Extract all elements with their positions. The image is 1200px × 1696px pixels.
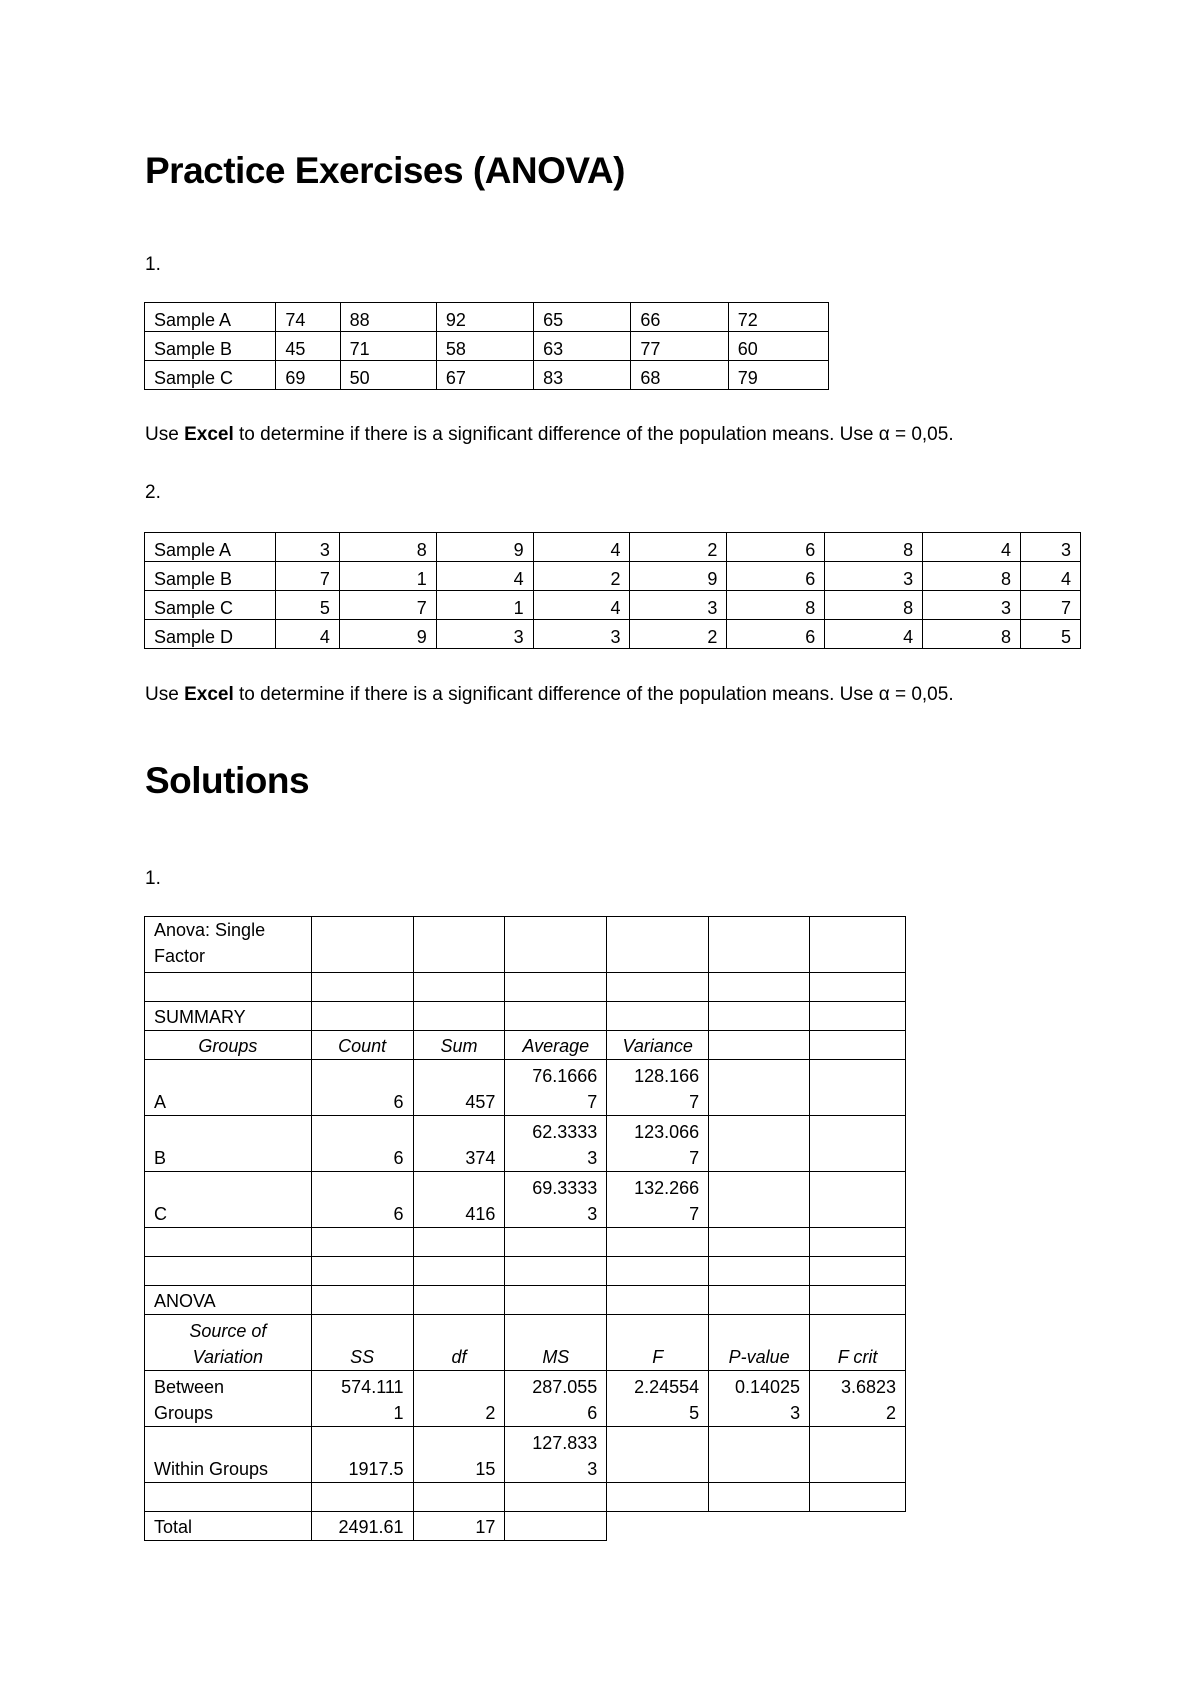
table-cell: 66 bbox=[631, 303, 728, 332]
summary-header-row bbox=[145, 1031, 906, 1060]
summary-row bbox=[145, 1116, 906, 1172]
group-average: 62.3333 3 bbox=[505, 1116, 607, 1172]
within-label: Within Groups bbox=[145, 1427, 312, 1483]
between-f-crit: 3.6823 2 bbox=[810, 1371, 906, 1427]
table-cell: 63 bbox=[534, 332, 631, 361]
header-df: df bbox=[413, 1315, 505, 1371]
table-cell: 8 bbox=[339, 533, 436, 562]
group-average: 69.3333 3 bbox=[505, 1172, 607, 1228]
table-cell: 4 bbox=[436, 562, 533, 591]
table-cell: 3 bbox=[630, 591, 727, 620]
table-row bbox=[145, 562, 1081, 591]
exercise-1-instruction: Use Excel to determine if there is a significant difference of the population means. Use α = 0,05. bbox=[145, 424, 954, 445]
total-label: Total bbox=[145, 1512, 312, 1541]
table-cell: 74 bbox=[276, 303, 340, 332]
header-average: Average bbox=[505, 1031, 607, 1060]
table-cell: 1 bbox=[339, 562, 436, 591]
table-cell: 3 bbox=[825, 562, 923, 591]
table-cell: 6 bbox=[727, 562, 825, 591]
page-title: Practice Exercises (ANOVA) bbox=[145, 150, 625, 191]
table-cell: 8 bbox=[923, 620, 1021, 649]
table-cell: 4 bbox=[533, 533, 630, 562]
table-cell: 72 bbox=[728, 303, 828, 332]
exercise-1-number: 1. bbox=[145, 254, 161, 275]
row-label: Sample A bbox=[145, 303, 276, 332]
within-ss: 1917.5 bbox=[311, 1427, 413, 1483]
blank-row bbox=[145, 1228, 906, 1257]
table-cell: 9 bbox=[630, 562, 727, 591]
header-f-crit: F crit bbox=[810, 1315, 906, 1371]
table-cell: 5 bbox=[1020, 620, 1080, 649]
anova-label: ANOVA bbox=[145, 1286, 312, 1315]
anova-heading-row bbox=[145, 917, 906, 973]
row-label: Sample B bbox=[145, 562, 276, 591]
table-cell: 2 bbox=[533, 562, 630, 591]
within-ms: 127.833 3 bbox=[505, 1427, 607, 1483]
table-cell: 4 bbox=[275, 620, 339, 649]
anova-heading: Anova: Single Factor bbox=[145, 917, 312, 973]
anova-output-table bbox=[144, 916, 906, 1541]
group-variance: 132.266 7 bbox=[607, 1172, 709, 1228]
between-df: 2 bbox=[413, 1371, 505, 1427]
row-label: Sample B bbox=[145, 332, 276, 361]
row-label: Sample C bbox=[145, 361, 276, 390]
summary-row bbox=[145, 1060, 906, 1116]
table-cell: 58 bbox=[436, 332, 533, 361]
group-variance: 128.166 7 bbox=[607, 1060, 709, 1116]
table-cell: 4 bbox=[533, 591, 630, 620]
table-cell: 7 bbox=[1020, 591, 1080, 620]
group-count: 6 bbox=[311, 1116, 413, 1172]
table-cell: 3 bbox=[436, 620, 533, 649]
blank-row bbox=[145, 973, 906, 1002]
table-cell: 7 bbox=[275, 562, 339, 591]
within-groups-row bbox=[145, 1427, 906, 1483]
blank-row bbox=[145, 1483, 906, 1512]
table-cell: 83 bbox=[534, 361, 631, 390]
table-cell: 8 bbox=[825, 591, 923, 620]
table-cell: 2 bbox=[630, 533, 727, 562]
table-cell: 4 bbox=[1020, 562, 1080, 591]
anova-label-row bbox=[145, 1286, 906, 1315]
table-cell: 71 bbox=[340, 332, 436, 361]
table-cell: 2 bbox=[630, 620, 727, 649]
table-cell: 45 bbox=[276, 332, 340, 361]
header-ms: MS bbox=[505, 1315, 607, 1371]
blank-row bbox=[145, 1257, 906, 1286]
table-row bbox=[145, 303, 829, 332]
table-cell: 79 bbox=[728, 361, 828, 390]
table-cell: 3 bbox=[923, 591, 1021, 620]
row-label: Sample C bbox=[145, 591, 276, 620]
table-row bbox=[145, 332, 829, 361]
group-sum: 457 bbox=[413, 1060, 505, 1116]
table-cell: 3 bbox=[275, 533, 339, 562]
table-cell: 4 bbox=[825, 620, 923, 649]
table-row bbox=[145, 361, 829, 390]
between-f: 2.24554 5 bbox=[607, 1371, 709, 1427]
solution-1-number: 1. bbox=[145, 868, 161, 889]
header-groups: Groups bbox=[145, 1031, 312, 1060]
table-cell: 8 bbox=[727, 591, 825, 620]
table-cell: 7 bbox=[339, 591, 436, 620]
total-df: 17 bbox=[413, 1512, 505, 1541]
between-ms: 287.055 6 bbox=[505, 1371, 607, 1427]
group-variance: 123.066 7 bbox=[607, 1116, 709, 1172]
header-count: Count bbox=[311, 1031, 413, 1060]
header-source: Source of Variation bbox=[145, 1315, 312, 1371]
total-row bbox=[145, 1512, 906, 1541]
header-f: F bbox=[607, 1315, 709, 1371]
table-cell: 9 bbox=[339, 620, 436, 649]
group-name: B bbox=[145, 1116, 312, 1172]
table-cell: 77 bbox=[631, 332, 728, 361]
table-cell: 4 bbox=[923, 533, 1021, 562]
table-cell: 65 bbox=[534, 303, 631, 332]
table-cell: 3 bbox=[533, 620, 630, 649]
table-row bbox=[145, 533, 1081, 562]
table-cell: 6 bbox=[727, 533, 825, 562]
group-name: A bbox=[145, 1060, 312, 1116]
table-cell: 1 bbox=[436, 591, 533, 620]
table-cell: 9 bbox=[436, 533, 533, 562]
table-row bbox=[145, 620, 1081, 649]
exercise-1-table bbox=[144, 302, 829, 390]
group-sum: 416 bbox=[413, 1172, 505, 1228]
between-groups-row bbox=[145, 1371, 906, 1427]
anova-header-row bbox=[145, 1315, 906, 1371]
between-ss: 574.111 1 bbox=[311, 1371, 413, 1427]
exercise-2-instruction: Use Excel to determine if there is a significant difference of the population means. Use α = 0,05. bbox=[145, 684, 954, 705]
between-p-value: 0.14025 3 bbox=[709, 1371, 810, 1427]
header-ss: SS bbox=[311, 1315, 413, 1371]
summary-label: SUMMARY bbox=[145, 1002, 312, 1031]
summary-row bbox=[145, 1172, 906, 1228]
table-cell: 60 bbox=[728, 332, 828, 361]
table-cell: 6 bbox=[727, 620, 825, 649]
group-sum: 374 bbox=[413, 1116, 505, 1172]
table-cell: 92 bbox=[436, 303, 533, 332]
header-p-value: P-value bbox=[709, 1315, 810, 1371]
table-cell: 69 bbox=[276, 361, 340, 390]
summary-label-row bbox=[145, 1002, 906, 1031]
exercise-2-table bbox=[144, 532, 1081, 649]
group-count: 6 bbox=[311, 1172, 413, 1228]
row-label: Sample A bbox=[145, 533, 276, 562]
table-cell: 68 bbox=[631, 361, 728, 390]
table-row bbox=[145, 591, 1081, 620]
between-label: Between Groups bbox=[145, 1371, 312, 1427]
table-cell: 8 bbox=[923, 562, 1021, 591]
table-cell: 8 bbox=[825, 533, 923, 562]
table-cell: 50 bbox=[340, 361, 436, 390]
group-count: 6 bbox=[311, 1060, 413, 1116]
total-ss: 2491.61 bbox=[311, 1512, 413, 1541]
table-cell: 88 bbox=[340, 303, 436, 332]
row-label: Sample D bbox=[145, 620, 276, 649]
table-cell: 67 bbox=[436, 361, 533, 390]
solutions-title: Solutions bbox=[145, 760, 310, 801]
within-df: 15 bbox=[413, 1427, 505, 1483]
group-average: 76.1666 7 bbox=[505, 1060, 607, 1116]
exercise-2-number: 2. bbox=[145, 482, 161, 503]
header-sum: Sum bbox=[413, 1031, 505, 1060]
table-cell: 3 bbox=[1020, 533, 1080, 562]
header-variance: Variance bbox=[607, 1031, 709, 1060]
table-cell: 5 bbox=[275, 591, 339, 620]
group-name: C bbox=[145, 1172, 312, 1228]
